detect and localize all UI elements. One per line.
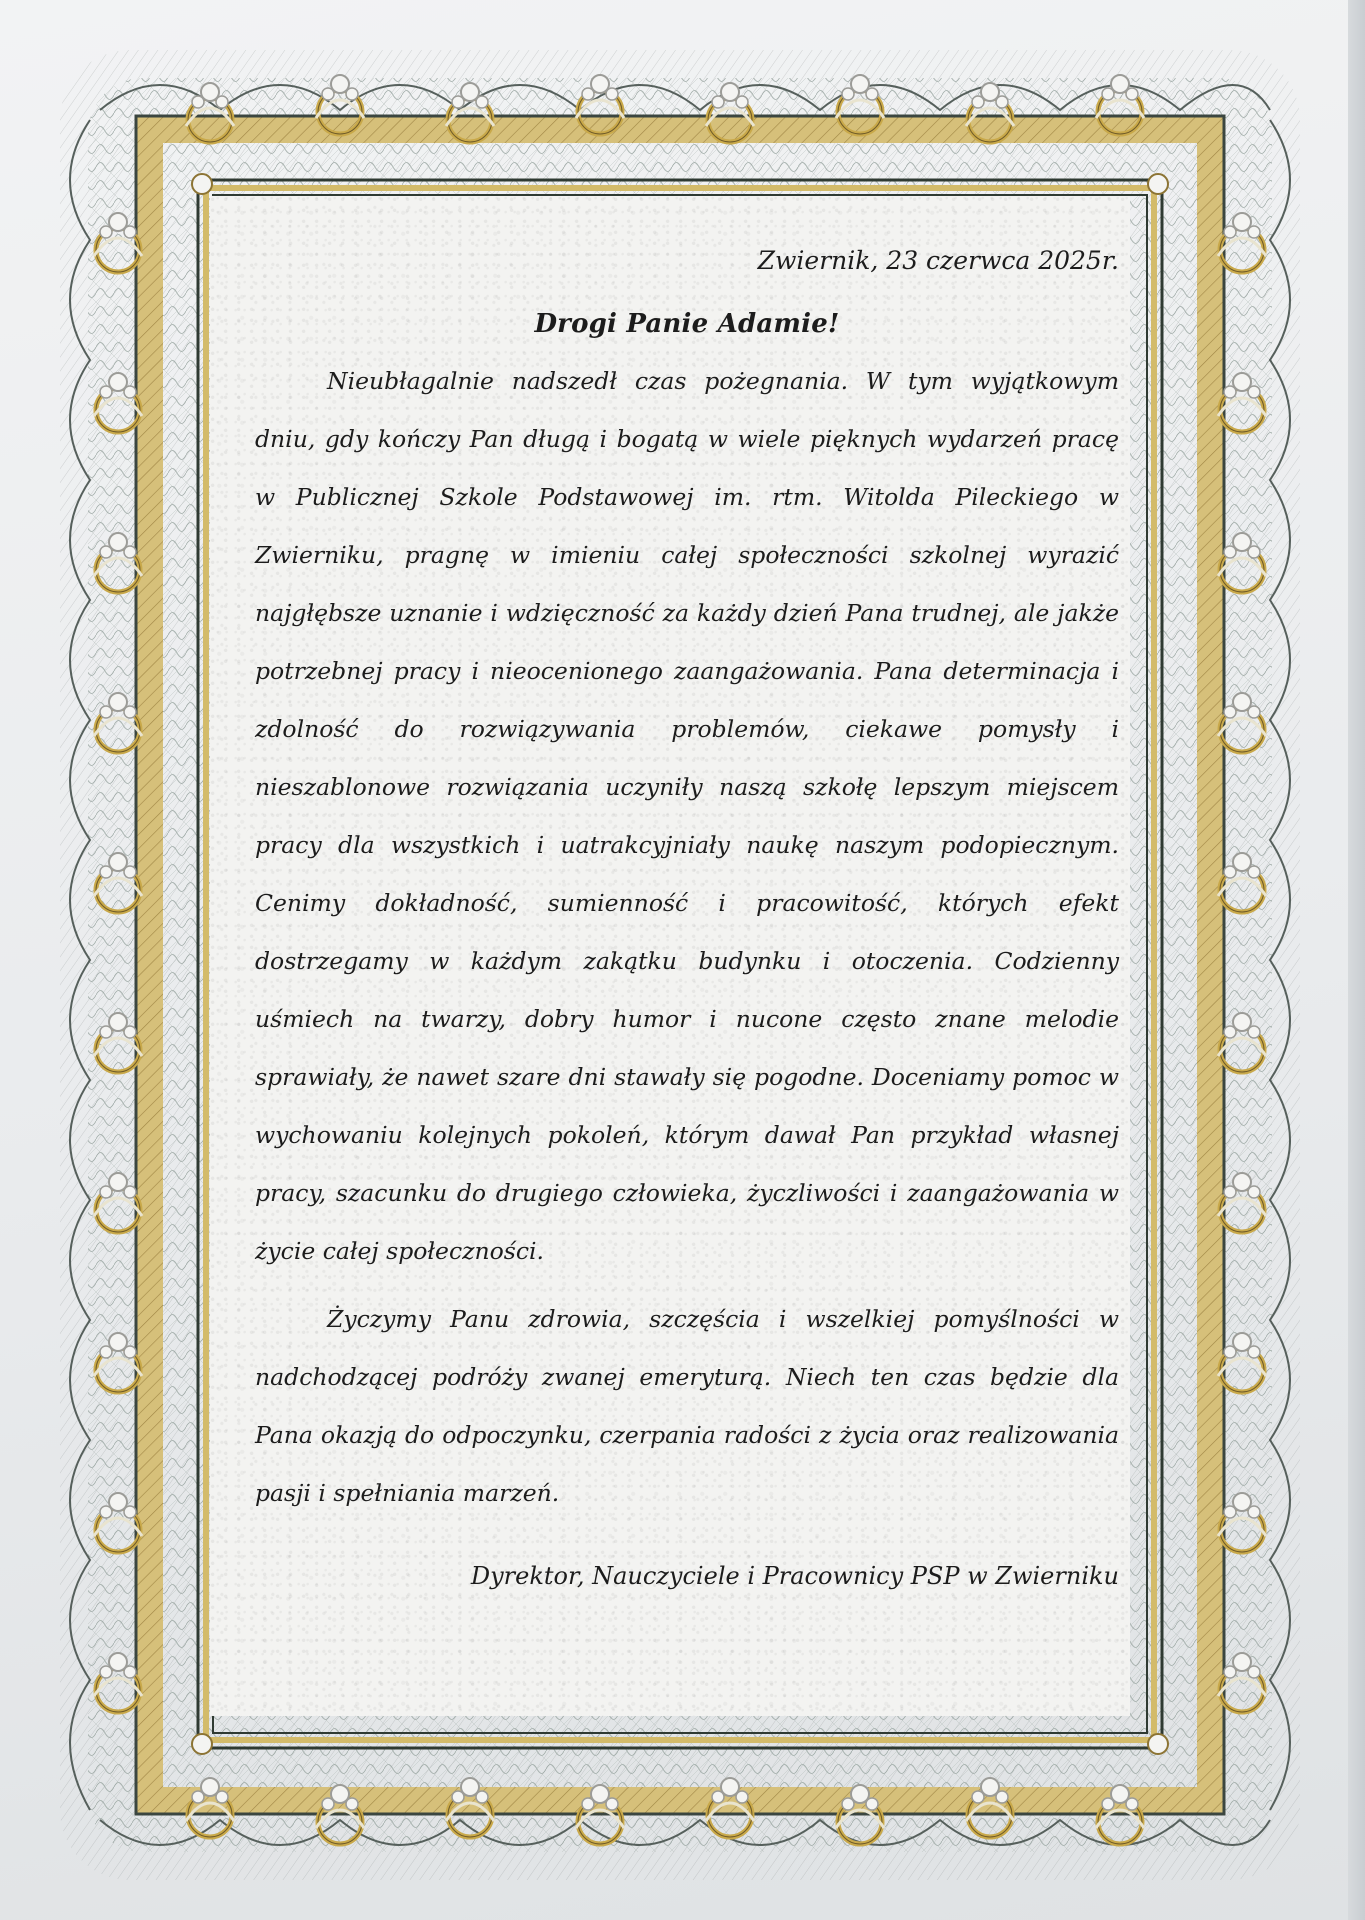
greeting: Drogi Panie Adamie! bbox=[534, 309, 840, 339]
paragraph-main: Nieubłagalnie nadszedł czas pożegnania. W tym wyjątkowym dniu, gdy kończy Pan długą i bogatą w wiele pięknych wydarzeń pracę w Publicznej Szkole Podstawowej im. rtm. Witolda Pileckiego w Zwierniku, pragnę w imieniu całej społeczności szkolnej wyrazić najgłębsze uznanie i wdzięczność za każdy dzień Pana trudnej, ale jakże potrzebnej pracy i nieocenionego zaangażowania. Pana determinacja i zdolność do rozwiązywania problemów, ciekawe pomysły i nieszablonowe rozwiązania uczyniły naszą szkołę lepszym miejscem pracy dla wszystkich i uatrakcyjniały naukę naszym podopiecznym. Cenimy dokładność, sumienność i pracowitość, których efekt dostrzegamy w każdym zakątku budynku i otoczenia. Codzienny uśmiech na twarzy, dobry humor i nucone często znane melodie sprawiały, że nawet szare dni stawały się pogodne. Doceniamy pomoc w wychowaniu kolejnych pokoleń, którym dawał Pan przykład własnej pracy, szacunku do drugiego człowieka, życzliwości i zaangażowania w życie całej społeczności. bbox=[255, 367, 1119, 1265]
letter-body bbox=[255, 236, 1119, 1628]
signature: Dyrektor, Nauczyciele i Pracownicy PSP w Zwierniku bbox=[470, 1562, 1119, 1590]
paper-edge bbox=[1348, 0, 1365, 1920]
date-line: Zwiernik, 23 czerwca 2025r. bbox=[757, 246, 1119, 275]
paragraph-wishes: Życzymy Panu zdrowia, szczęścia i wszelkiej pomyślności w nadchodzącej podróży zwanej emeryturą. Niech ten czas będzie dla Pana okazją do odpoczynku, czerpania radości z życia oraz realizowania pasji i spełniania marzeń. bbox=[255, 1305, 1119, 1507]
